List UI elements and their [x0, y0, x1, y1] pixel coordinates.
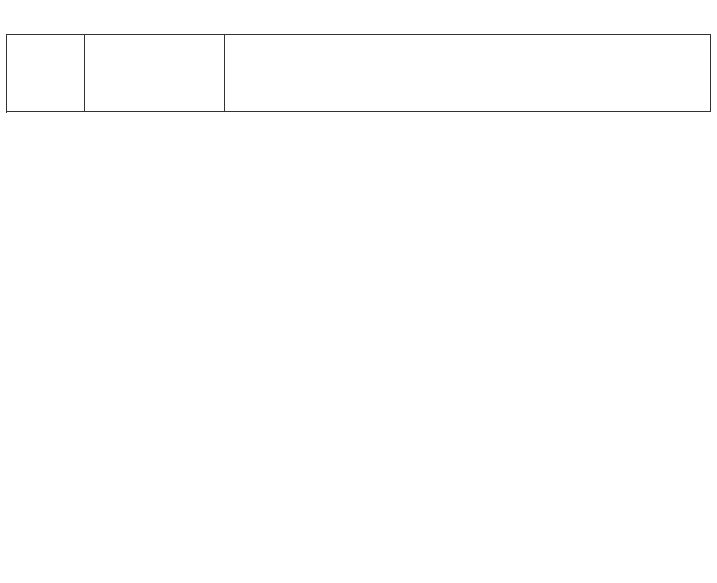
group-header-fsc — [85, 35, 225, 112]
group-header-risorse — [225, 35, 711, 112]
column-header — [7, 35, 85, 112]
data-table — [6, 34, 711, 112]
